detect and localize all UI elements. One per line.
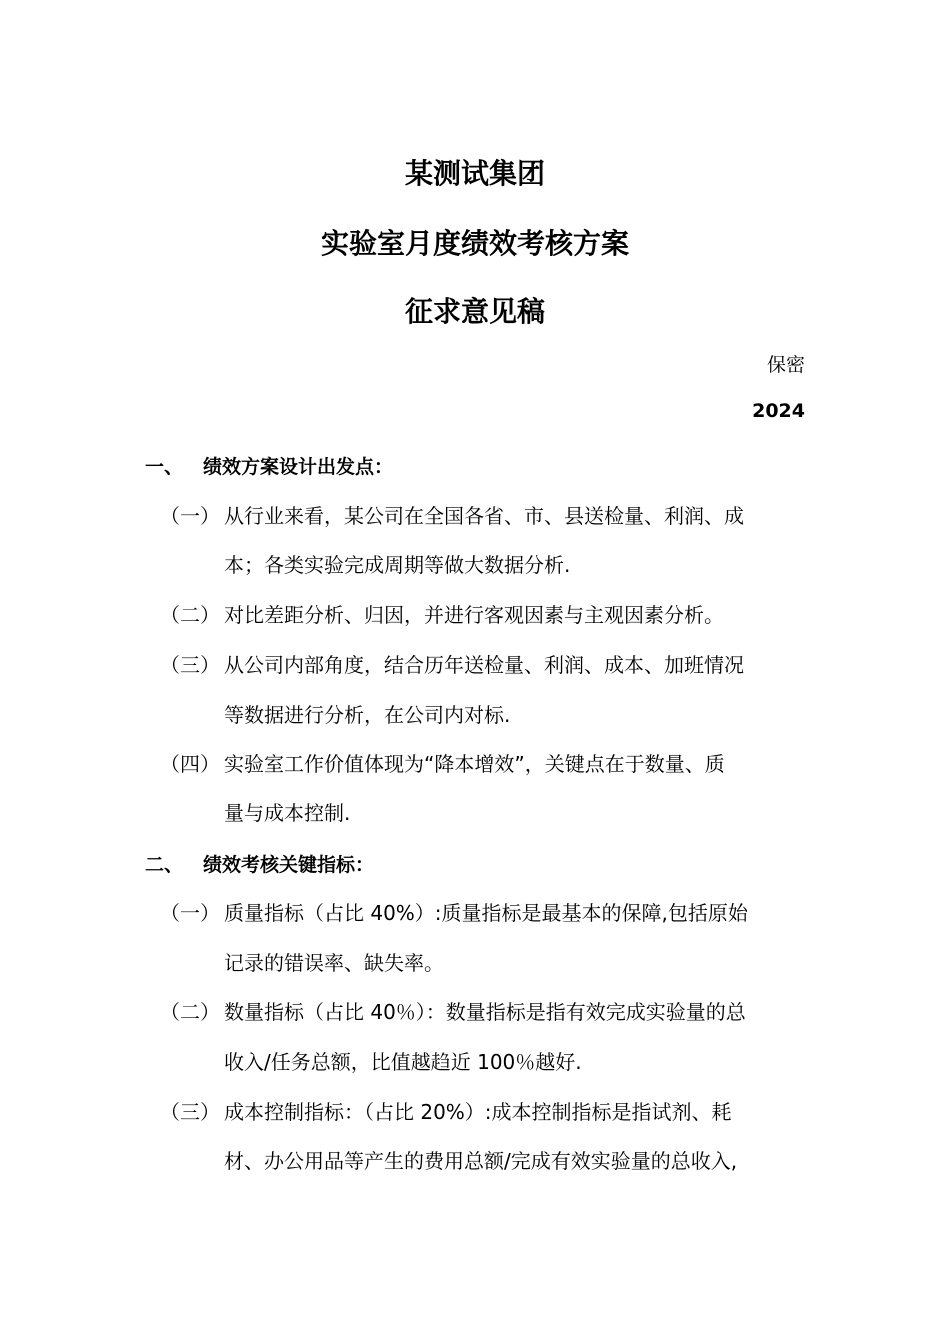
item-number: （二） [160, 1000, 220, 1024]
item-number: （一） [160, 504, 220, 528]
item-text-line: 从公司内部角度，结合历年送检量、利润、成本、加班情况 [224, 653, 744, 677]
section-number: 二、 [145, 854, 184, 876]
item-text-line: 等数据进行分析，在公司内对标. [224, 703, 511, 727]
section-title: 绩效考核关键指标： [203, 854, 375, 876]
section-title: 绩效方案设计出发点： [203, 456, 394, 478]
item-text-line: 数量指标（占比 40％）：数量指标是指有效完成实验量的总 [224, 1000, 746, 1024]
item-number: （三） [160, 1100, 220, 1124]
item-text-line: 对比差距分析、归因，并进行客观因素与主观因素分析。 [224, 603, 724, 627]
confidential-label: 保密 [766, 354, 805, 376]
item-text-line: 材、办公用品等产生的费用总额/完成有效实验量的总收入, [224, 1149, 738, 1173]
item-text-line: 本；各类实验完成周期等做大数据分析. [224, 553, 571, 577]
year-label: 2024 [752, 400, 805, 422]
item-text-line: 实验室工作价值体现为“降本增效”，关键点在于数量、质 [224, 752, 725, 776]
item-number: （四） [160, 752, 220, 776]
item-number: （二） [160, 603, 220, 627]
doc-title-company: 某测试集团 [404, 157, 545, 190]
section-number: 一、 [145, 456, 184, 478]
item-text-line: 从行业来看，某公司在全国各省、市、县送检量、利润、成 [224, 504, 744, 528]
doc-title-main: 实验室月度绩效考核方案 [320, 227, 629, 260]
item-number: （一） [160, 901, 220, 925]
item-text-line: 质量指标（占比 40%）:质量指标是最基本的保障,包括原始 [224, 901, 748, 925]
item-text-line: 记录的错误率、缺失率。 [224, 951, 444, 975]
item-text-line: 量与成本控制. [224, 801, 351, 825]
item-number: （三） [160, 653, 220, 677]
item-text-line: 收入/任务总额，比值越趋近 100％越好. [224, 1050, 582, 1074]
item-text-line: 成本控制指标：（占比 20%）:成本控制指标是指试剂、耗 [224, 1100, 732, 1124]
doc-title-draft: 征求意见稿 [404, 295, 545, 328]
